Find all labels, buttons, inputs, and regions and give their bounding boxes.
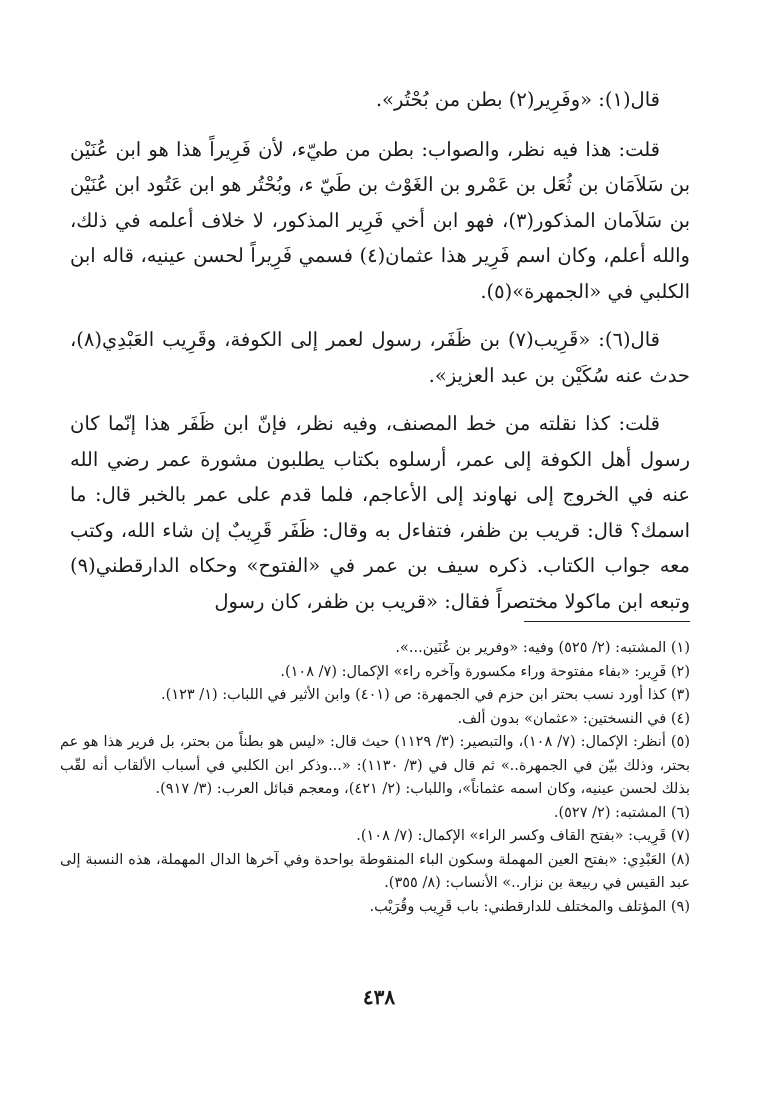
- footnote-9: (٩) المؤتلف والمختلف للدارقطني: باب قَرِيب وقُرَيْب.: [369, 898, 690, 915]
- main-paragraph-4: قلت: كذا نقلته من خط المصنف، وفيه نظر، فإنّ ابن ظَفَر هذا إنّما كان رسول أهل الكوفة إلى عمر، أرسلوه بكتاب يطلبون مشورة عمر رضي الله عنه في الخروج إلى نهاوند إلى الأعاجم، فلما قدم على عمر بالخبر قال: ما اسمك؟ قال: قريب بن ظفر، فتفاءل به وقال: ظَفَر قَرِيبٌ إن شاء الله، وكتب معه جواب الكتاب. ذكره سيف بن عمر في «الفتوح» وحكاه الدارقطني(٩) وتبعه ابن ماكولا مختصراً فقال: «قريب بن ظفر، كان رسول: [70, 412, 690, 613]
- footnote-7: (٧) قَرِيب: «بفتح القاف وكسر الراء» الإكمال: (٧/ ١٠٨).: [356, 828, 690, 844]
- main-paragraph-2: قلت: هذا فيه نظر، والصواب: بطن من طيّء، لأن فَرِيراً هذا هو ابن عُنَيْن بن سَلاَمَان بن ثُعَل بن عَمْرو بن الغَوْث بن طَيّ ء، وبُحْتُر هو ابن عَتُود ابن عُنَيْن بن سَلاَمان المذكور(٣)، فهو ابن أخي فَرِير المذكور، لا خلاف أعلمه في ذلك، والله أعلم، وكان اسم فَرِير هذا عثمان(٤) فسمي فَرِيراً لحسن عينيه، قاله ابن الكلبي في «الجمهرة»(٥).: [70, 137, 690, 303]
- main-text-body: [70, 82, 690, 632]
- footnote-2: (٢) فَرِير: «بفاء مفتوحة وراء مكسورة وآخره راء» الإكمال: (٧/ ١٠٨).: [280, 663, 690, 680]
- footnote-5: (٥) أنظر: الإكمال: (٧/ ١٠٨)، والتبصير: (٣/ ١١٢٩) حيث قال: «ليس هو بطناً من بحتر، بل فرير هذا هو عم بحتر، وذلك بيّن في الجمهرة..» ثم قال في (٣/ ١١٣٠): «...وذكر ابن الكلبي في أسباب الألقاب أنه لقّب بذلك لحسن عينيه، وكان اسمه عثماناً»، واللباب: (٢/ ٤٢١)، ومعجم قبائل العرب: (٣/ ٩١٧).: [60, 734, 690, 797]
- main-paragraph-1: قال(١): «وفَرِير(٢) بطن من بُحْتُر».: [375, 88, 660, 111]
- footnote-6: (٦) المشتبه: (٢/ ٥٢٧).: [553, 804, 690, 821]
- page-number: ٤٣٨: [362, 985, 396, 1009]
- footnote-4: (٤) في النسختين: «عثمان» بدون ألف.: [457, 710, 690, 727]
- footnote-separator: [524, 621, 690, 622]
- footnote-1: (١) المشتبه: (٢/ ٥٢٥) وفيه: «وفرير بن عُنَين...».: [395, 640, 690, 656]
- main-paragraph-3: قال(٦): «قَرِيب(٧) بن ظَفَر، رسول لعمر إلى الكوفة، وقَرِيب العَبْدِي(٨)، حدث عنه سُكَيْن بن عبد العزيز».: [70, 328, 690, 387]
- footnotes-section: [60, 637, 690, 919]
- footnote-8: (٨) العَبْدِي: «بفتح العين المهملة وسكون الباء المنقوطة بواحدة وفي آخرها الدال المهملة، هذه النسبة إلى عبد القيس في ربيعة بن نزار..» الأنساب: (٨/ ٣٥٥).: [60, 851, 690, 891]
- footnote-3: (٣) كذا أورد نسب بحتر ابن حزم في الجمهرة: ص (٤٠١) وابن الأثير في اللباب: (١/ ١٢٣).: [161, 687, 690, 703]
